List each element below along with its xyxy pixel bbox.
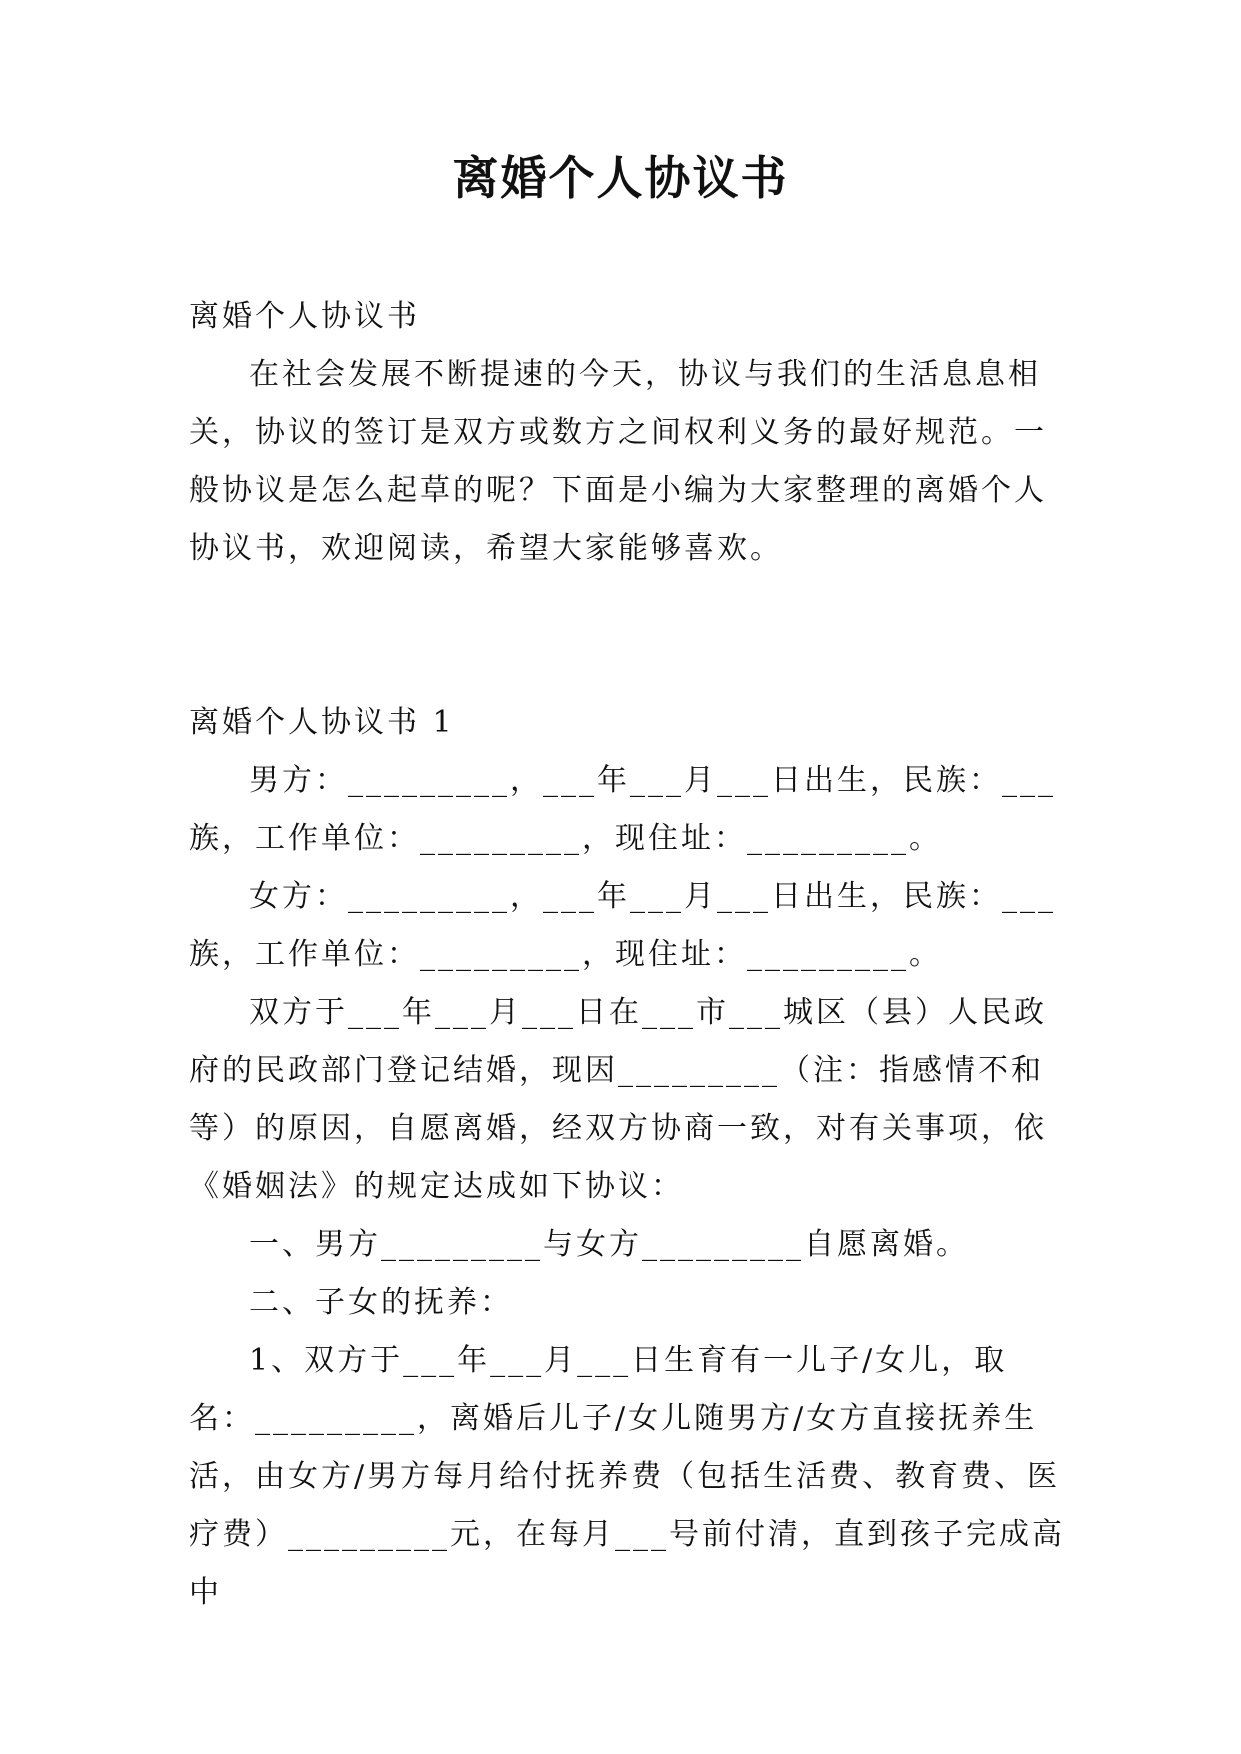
document-body: [189, 288, 1069, 1622]
intro-paragraph: 在社会发展不断提速的今天，协议与我们的生活息息相关，协议的签订是双方或数方之间权利义务的最好规范。一般协议是怎么起草的呢？下面是小编为大家整理的离婚个人协议书，欢迎阅读，希望大家能够喜欢。: [189, 357, 1047, 566]
child-custody-paragraph: 1、双方于___年___月___日生育有一儿子/女儿，取名：_________，离婚后儿子/女儿随男方/女方直接抚养生活，由女方/男方每月给付抚养费（包括生活费、教育费、医疗费）_________元，在每月___号前付清，直到孩子完成高中: [189, 1343, 1065, 1610]
clause-2-heading: 二、子女的抚养：: [249, 1285, 513, 1320]
male-party-paragraph: 男方：_________，___年___月___日出生，民族：___族，工作单位：_________，现住址：_________。: [189, 763, 1056, 856]
section-heading-intro: 离婚个人协议书: [189, 299, 420, 334]
document-title: 离婚个人协议书: [452, 151, 789, 205]
marriage-registration-paragraph: 双方于___年___月___日在___市___城区（县）人民政府的民政部门登记结婚，现因_________（注：指感情不和等）的原因，自愿离婚，经双方协商一致，对有关事项，依《婚姻法》的规定达成如下协议：: [189, 995, 1047, 1204]
clause-1-paragraph: 一、男方_________与女方_________自愿离婚。: [249, 1227, 969, 1262]
section-heading-agreement-1: 离婚个人协议书 1: [189, 705, 455, 740]
female-party-paragraph: 女方：_________，___年___月___日出生，民族：___族，工作单位：_________，现住址：_________。: [189, 879, 1056, 972]
section-spacer: [189, 578, 1069, 694]
